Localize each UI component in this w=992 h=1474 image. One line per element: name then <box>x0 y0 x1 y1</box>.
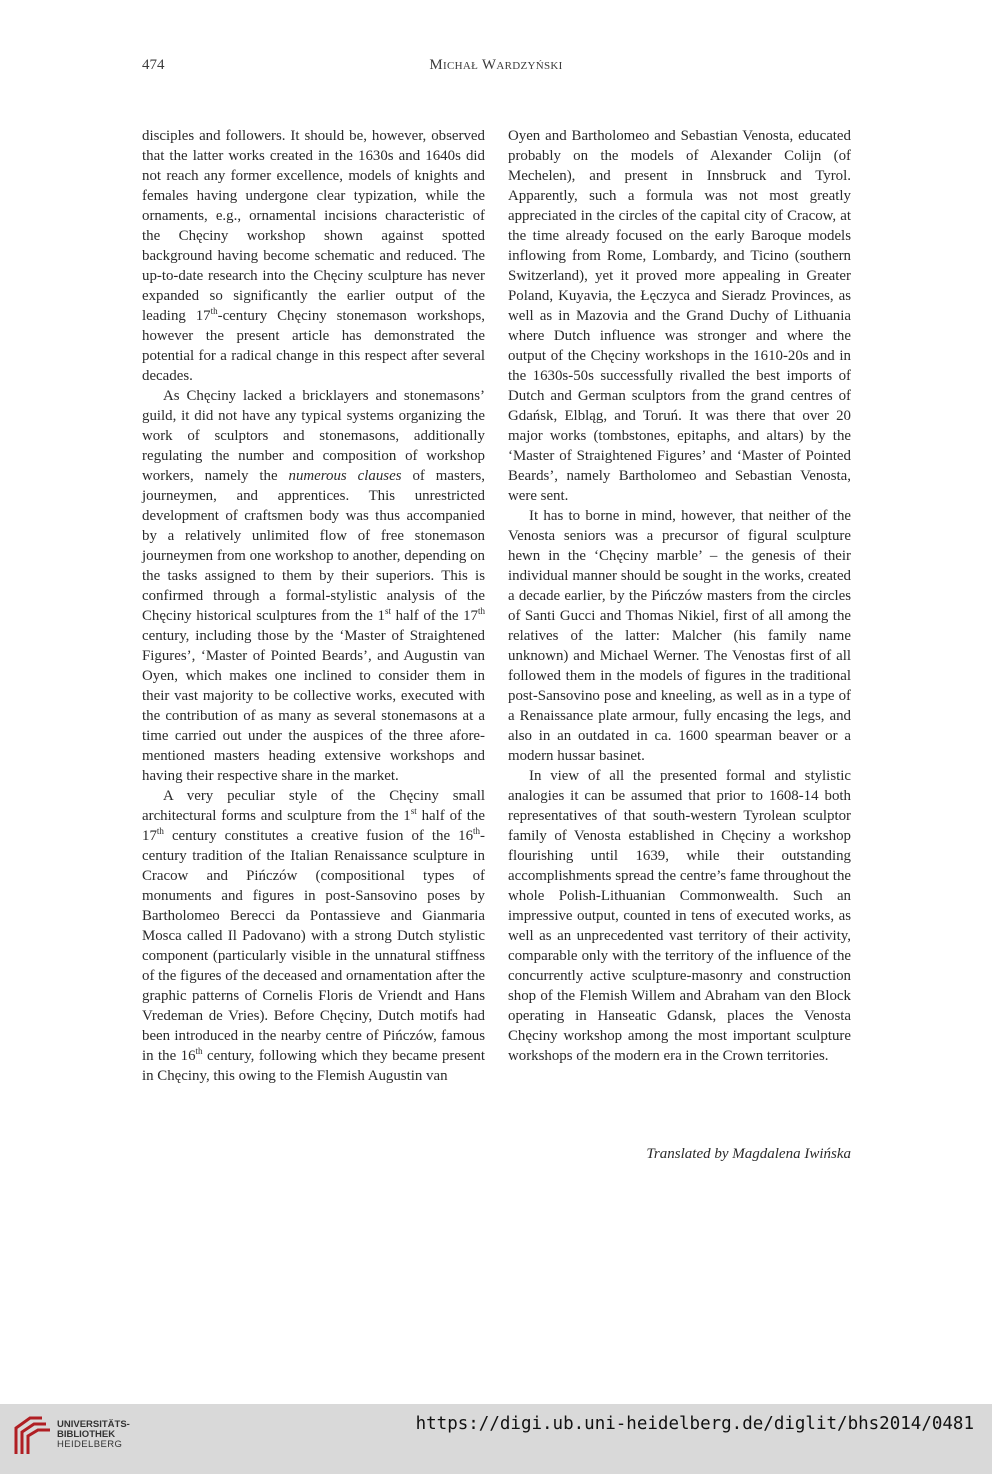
superscript: th <box>473 826 481 836</box>
superscript: th <box>195 1046 203 1056</box>
superscript: th <box>478 606 486 616</box>
paragraph: In view of all the presented formal and stylistic analogies it can be assumed that prior to 1608-14 both representatives of that south-western Tyrolean sculptor family of Venosta established in Chęciny a workshop flourishing until 1639, while their outstanding accomplishments spread the centre’s fame throughout the whole Polish-Lithuanian Commonwealth. Such an impressive output, counted in tens of executed works, as well as an unprecedented vast territory of their activity, comparable only with the territory of the influence of the concurrently active sculpture-masonry and construction shop of the Flemish Willem and Abraham van den Block operating in Hanseatic Gdansk, places the Venosta Chęciny workshop among the most important sculpture workshops of the modern era in the Crown territories. <box>508 768 851 1064</box>
permalink-url[interactable]: https://digi.ub.uni-heidelberg.de/diglit/bhs2014/0481 <box>415 1414 974 1434</box>
text-span: century, including those by the ‘Master of Straightened Figures’, ‘Master of Pointed Beards’, and Augustin van Oyen, which makes one inclined to consider them in their vast majority to be collective works, executed with the contribution of as many as several stonemasons at a time carried out under the auspices of the three aforementioned masters heading extensive workshops and having their respective share in the market. <box>142 628 485 784</box>
text-span: of masters, journeymen, and apprentices. This unrestricted development of craftsmen body was thus accompanied by a relatively unlimited flow of free stonemason journeymen from one workshop to another, depending on the tasks assigned to them by their superiors. This is confirmed through a formal-stylistic analysis of the Chęciny historical sculptures from the 1 <box>142 468 485 624</box>
page-number: 474 <box>142 57 165 73</box>
paragraph <box>142 786 485 1086</box>
translator-credit: Translated by Magdalena Iwińska <box>646 1146 851 1162</box>
superscript: th <box>210 306 218 316</box>
text-span: A very peculiar style of the Chęciny small architectural forms and sculpture from the 1 <box>142 788 485 824</box>
text-span: century constitutes a creative fusion of the 16 <box>163 828 474 844</box>
text-span: century, following which they became present in Chęciny, this owing to the Flemish Augustin van <box>142 1048 485 1084</box>
text-span: As Chęciny lacked a bricklayers and stonemasons’ guild, it did not have any typical systems organizing the work of sculptors and stonemasons, additionally regulating the number and composition of workshop workers, namely the <box>142 388 485 484</box>
right-column <box>508 126 851 1066</box>
superscript: st <box>410 806 417 816</box>
logo-line: HEIDELBERG <box>57 1439 123 1450</box>
footer-bar <box>0 1404 992 1474</box>
superscript: th <box>156 826 164 836</box>
library-logo-icon[interactable] <box>12 1414 52 1458</box>
emphasis: numerous clauses <box>288 468 402 484</box>
logo-line: UNIVERSITÄTS- <box>57 1419 130 1430</box>
text-span: -century tradition of the Italian Renaissance sculpture in Cracow and Pińczów (compositional types of monuments and figures in post-Sansovino poses by Bartholomeo Berecci da Pontassieve and Gianmaria Mosca called Il Padovano) with a strong Dutch stylistic component (particularly visible in the unnatural stiffness of the figures of the deceased and ornamentation after the graphic patterns of Cornelis Floris de Vriendt and Hans Vredeman de Vries). Before Chęciny, Dutch motifs had been introduced in the nearby centre of Pińczów, famous in the 16 <box>142 828 485 1064</box>
running-head: Michał Wardzyński <box>429 57 563 73</box>
text-span: half of the 17 <box>390 608 478 624</box>
paragraph <box>142 386 485 786</box>
paragraph: Oyen and Bartholomeo and Sebastian Venosta, educated probably on the models of Alexander Colijn (of Mechelen), and present in Innsbruck and Tyrol. Apparently, such a formula was not most greatly appreciated in the circles of the capital city of Cracow, at the time already focused on the early Baroque models inflowing from Rome, Lombardy, and Ticino (southern Switzerland), yet it proved more appealing in Greater Poland, Kuyavia, the Łęczyca and Sieradz Provinces, as well as in Mazovia and the Grand Duchy of Lithuania where Dutch influence was stronger and where the output of the Chęciny workshops in the 1610-20s and in the 1630s-50s successfully rivalled the best imports of Dutch and German sculptors from the grand centres of Gdańsk, Elbląg, and Toruń. It was there that over 20 major works (tombstones, epitaphs, and altars) by the ‘Master of Straightened Figures’ and ‘Master of Pointed Beards’, namely Bartholomeo and Sebastian Venosta, were sent. <box>508 128 851 504</box>
library-logo-text <box>57 1420 130 1450</box>
paragraph <box>142 126 485 386</box>
logo-line: BIBLIOTHEK <box>57 1429 116 1440</box>
paragraph: It has to borne in mind, however, that neither of the Venosta seniors was a precursor of figural sculpture hewn in the ‘Chęciny marble’ – the genesis of their individual manner should be sought in the works, created a decade earlier, by the Pińczów masters from the circles of Santi Gucci and Thomas Nikiel, first of all among the relatives of the latter: Malcher (his family name unknown) and Michael Werner. The Venostas first of all followed them in the models of figures in the traditional post-Sansovino pose and kneeling, as well as in a type of a Renaissance plate armour, fully encasing the legs, and also in an outdated in ca. 1600 spearman beaver or a modern hussar basinet. <box>508 508 851 764</box>
text-span: disciples and followers. It should be, however, observed that the latter works created in the 1630s and 1640s did not reach any former excellence, models of knights and females having undergone clear typization, while the ornaments, e.g., ornamental incisions characteristic of the Chęciny workshop shown against spotted background having become schematic and reduced. The up-to-date research into the Chęciny sculpture has never expanded so significantly the earlier output of the leading 17 <box>142 128 485 324</box>
text-span: half of the 17 <box>142 808 485 844</box>
text-span: -century Chęciny stonemason workshops, however the present article has demonstrated the potential for a radical change in this respect after several decades. <box>142 308 485 384</box>
left-column <box>142 126 485 1086</box>
superscript: st <box>384 606 391 616</box>
